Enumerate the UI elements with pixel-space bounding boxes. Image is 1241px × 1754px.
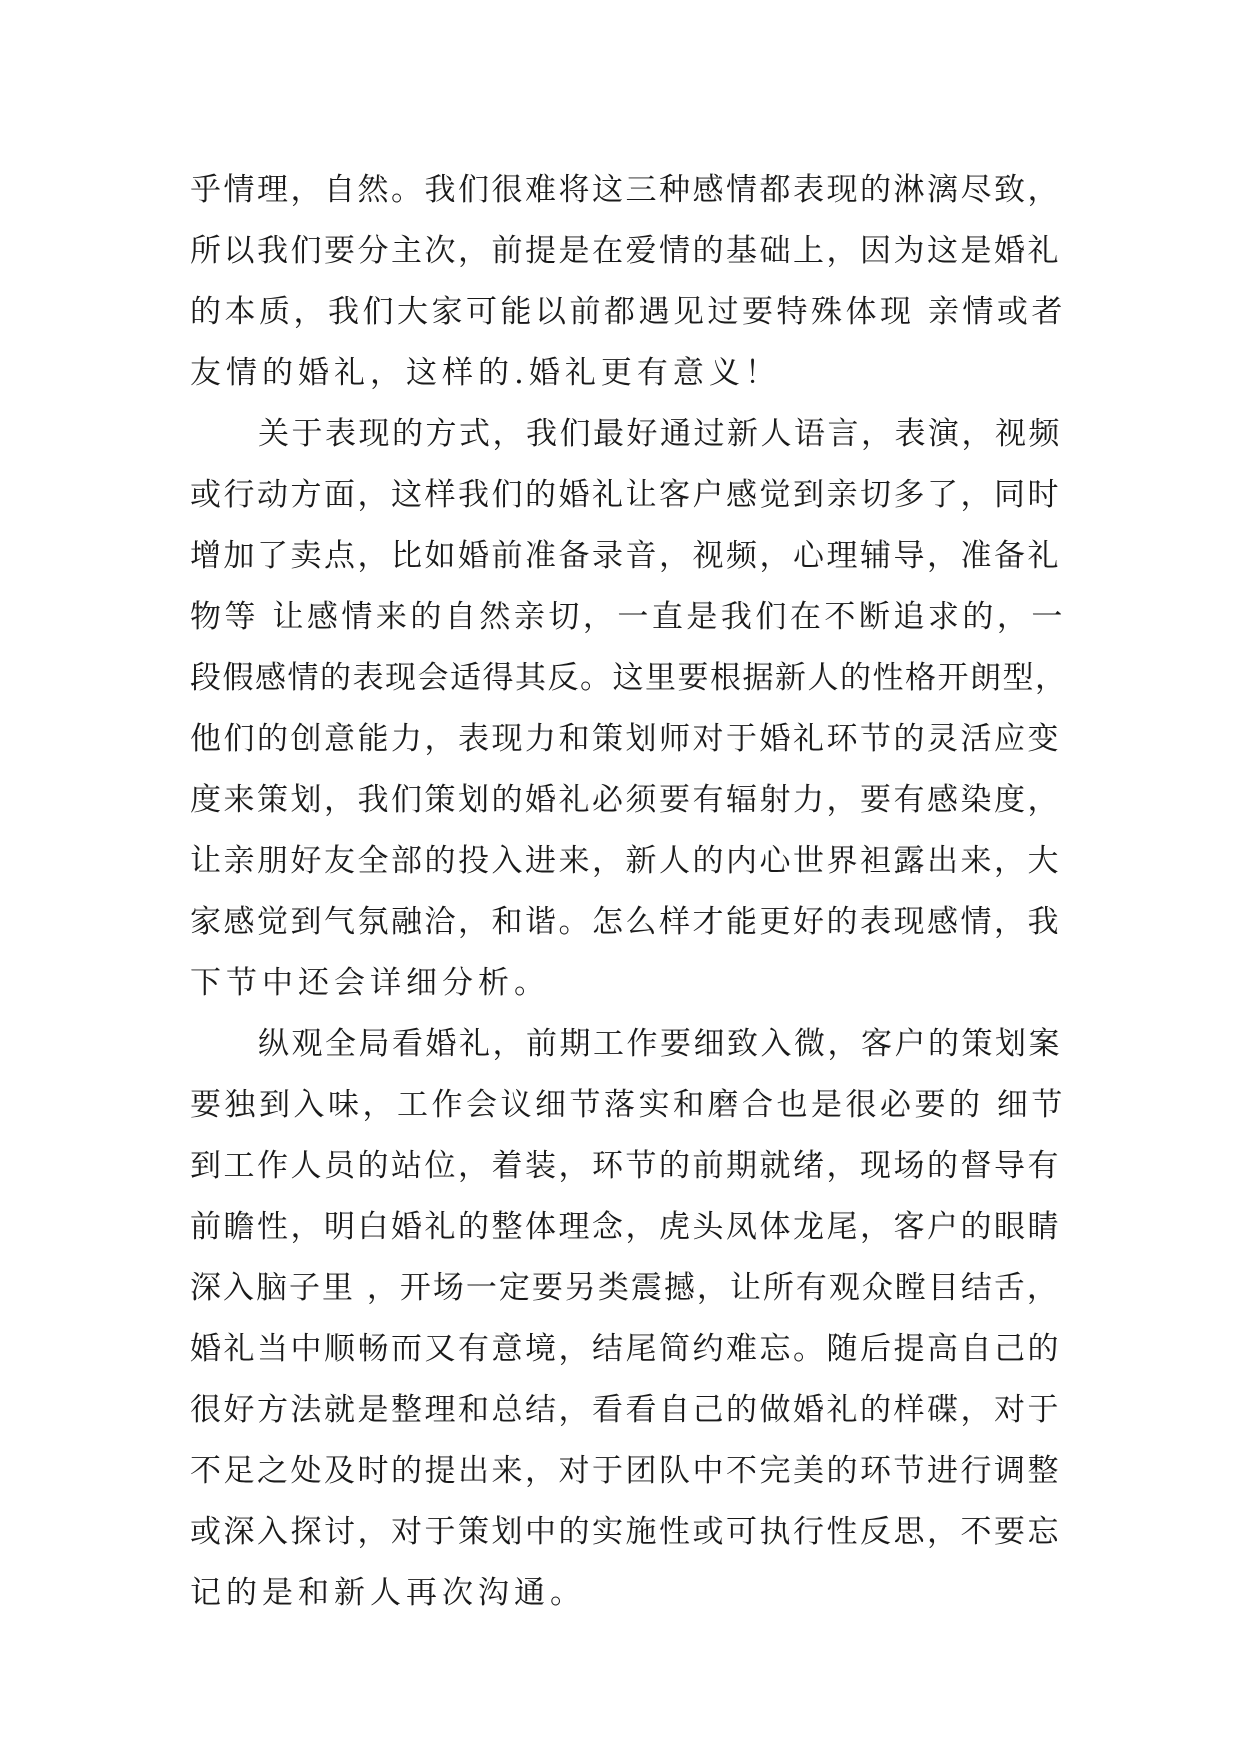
paragraph-3 xyxy=(190,1014,1070,1624)
text-line: 关于表现的方式，我们最好通过新人语言，表演，视频 xyxy=(258,416,1062,452)
text-line: 或深入探讨，对于策划中的实施性或可执行性反思，不要忘 xyxy=(190,1514,1061,1550)
text-line: 不足之处及时的提出来，对于团队中不完美的环节进行调整 xyxy=(190,1453,1061,1489)
text-line: 他们的创意能力，表现力和策划师对于婚礼环节的灵活应变 xyxy=(190,721,1061,757)
paragraph-2 xyxy=(190,404,1070,1014)
text-line: 或行动方面，这样我们的婚礼让客户感觉到亲切多了，同时 xyxy=(190,477,1061,513)
text-line: 物等 让感情来的自然亲切，一直是我们在不断追求的，一 xyxy=(190,599,1066,635)
text-line: 的本质，我们大家可能以前都遇见过要特殊体现 亲情或者 xyxy=(190,294,1066,330)
paragraph-1 xyxy=(190,160,1070,404)
text-line: 所以我们要分主次，前提是在爱情的基础上，因为这是婚礼 xyxy=(190,233,1061,269)
text-line: 增加了卖点，比如婚前准备录音，视频，心理辅导，准备礼 xyxy=(190,538,1061,574)
text-line: 友情的婚礼，这样的.婚礼更有意义！ xyxy=(190,355,781,391)
text-line: 度来策划，我们策划的婚礼必须要有辐射力，要有感染度， xyxy=(190,782,1061,818)
text-line: 到工作人员的站位，着装，环节的前期就绪，现场的督导有 xyxy=(190,1148,1061,1184)
text-line: 家感觉到气氛融洽，和谐。怎么样才能更好的表现感情，我 xyxy=(190,904,1061,940)
text-line: 深入脑子里 ，开场一定要另类震撼，让所有观众瞠目结舌， xyxy=(190,1270,1060,1306)
document-body xyxy=(190,160,1070,1624)
text-line: 婚礼当中顺畅而又有意境，结尾简约难忘。随后提高自己的 xyxy=(190,1331,1061,1367)
text-line: 记的是和新人再次沟通。 xyxy=(190,1575,586,1611)
text-line: 要独到入味，工作会议细节落实和磨合也是很必要的 细节 xyxy=(190,1087,1066,1123)
text-line: 让亲朋好友全部的投入进来，新人的内心世界袒露出来，大 xyxy=(190,843,1061,879)
text-line: 下节中还会详细分析。 xyxy=(190,965,550,1001)
text-line: 很好方法就是整理和总结，看看自己的做婚礼的样碟，对于 xyxy=(190,1392,1061,1428)
text-line: 前瞻性，明白婚礼的整体理念，虎头凤体龙尾，客户的眼睛 xyxy=(190,1209,1061,1245)
text-line: 乎情理，自然。我们很难将这三种感情都表现的淋漓尽致， xyxy=(190,172,1061,208)
text-line: 纵观全局看婚礼，前期工作要细致入微，客户的策划案 xyxy=(258,1026,1062,1062)
text-line: 段假感情的表现会适得其反。这里要根据新人的性格开朗型， xyxy=(190,660,1068,696)
